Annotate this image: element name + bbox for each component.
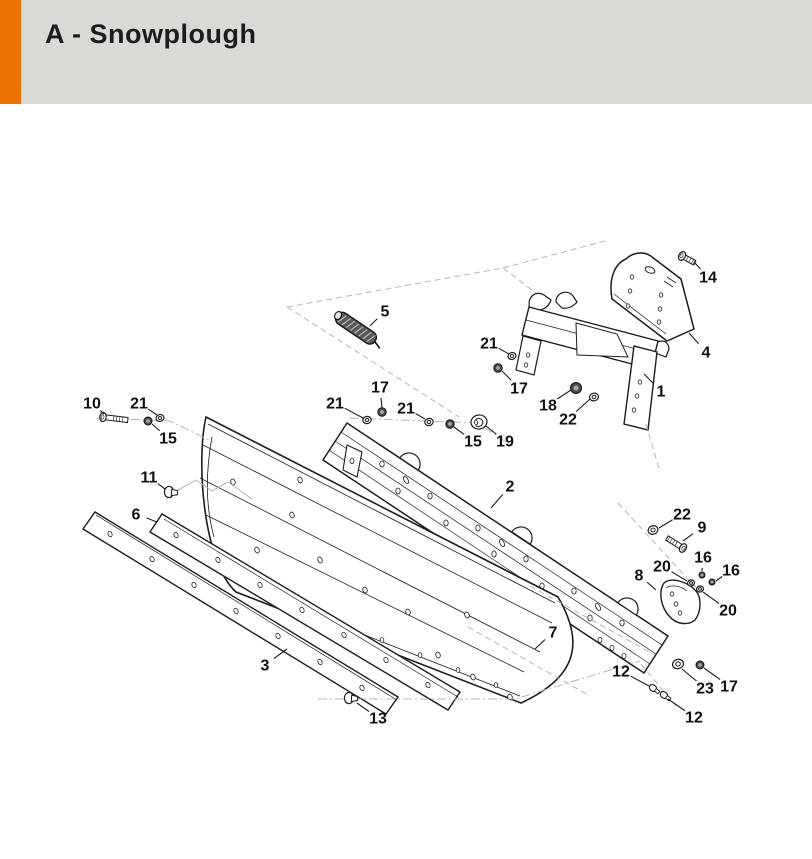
part-label-9[interactable]: 9 [697,519,707,537]
screw-12 [648,683,661,695]
washer-21 [362,415,372,424]
callout-leader-17 [704,668,720,680]
part-label-17[interactable]: 17 [720,678,738,696]
part-label-16[interactable]: 16 [694,549,712,567]
hook-tab [556,292,577,308]
callout-leader-22 [659,520,673,528]
part-label-23[interactable]: 23 [696,680,714,698]
bolt-9 [664,534,688,554]
washer-23 [671,658,684,670]
part-label-21[interactable]: 21 [130,395,148,413]
part-label-12[interactable]: 12 [612,663,630,681]
tension-spring-part-5 [332,309,386,351]
plate-outline [611,253,694,341]
callout-leader-4 [689,333,699,344]
part-label-1[interactable]: 1 [656,383,666,401]
part-label-22[interactable]: 22 [673,506,691,524]
callout-leader-22 [576,399,590,412]
nut-18 [571,383,582,394]
part-label-8[interactable]: 8 [634,567,644,585]
washer-22 [647,524,659,535]
part-label-6[interactable]: 6 [131,506,141,524]
callout-leader-23 [682,669,697,681]
guide-line [503,240,609,268]
header-band [0,0,812,104]
callout-leader-21 [416,414,425,419]
part-label-3[interactable]: 3 [260,657,270,675]
part-label-19[interactable]: 19 [496,433,514,451]
nut-16 [709,579,715,585]
mount-bracket-part-8 [661,580,700,623]
callout-leader-15 [454,427,464,434]
accent-bar [0,0,21,104]
nut-17 [378,408,386,416]
callout-leader-5 [370,319,377,326]
washer-20 [696,585,704,593]
callout-leader-17 [381,398,382,408]
callout-leader-12 [668,699,685,711]
guide-line [646,424,660,472]
part-label-21[interactable]: 21 [480,335,498,353]
support-plate-part-4 [611,253,694,341]
washer-22 [589,392,600,402]
part-label-15[interactable]: 15 [159,430,177,448]
guide-line [97,418,213,442]
part-label-4[interactable]: 4 [701,344,711,362]
nut-17 [494,364,502,372]
part-label-20[interactable]: 20 [653,558,671,576]
part-label-13[interactable]: 13 [369,710,387,728]
part-label-18[interactable]: 18 [539,397,557,415]
callout-leader-12 [631,676,649,686]
callout-leader-17 [502,371,511,380]
part-label-14[interactable]: 14 [699,269,717,287]
callout-leader-13 [357,703,369,712]
part-label-21[interactable]: 21 [326,395,344,413]
nut-17 [696,661,704,669]
callout-leader-19 [486,426,496,434]
callout-leader-14 [694,262,700,269]
callout-leader-3 [274,649,287,659]
part-label-10[interactable]: 10 [83,395,101,413]
callout-leader-20 [703,592,719,604]
callout-leader-2 [491,494,503,508]
bolt-14 [677,250,697,267]
page-title: A - Snowplough [45,19,257,49]
bolt-11 [164,486,178,498]
part-label-16[interactable]: 16 [722,562,740,580]
part-label-12[interactable]: 12 [685,709,703,727]
washer-21 [424,417,434,426]
part-label-5[interactable]: 5 [380,303,390,321]
part-label-21[interactable]: 21 [397,400,415,418]
guide-line [287,268,503,307]
callout-leader-21 [499,348,509,354]
guide-line [503,268,536,293]
part-label-17[interactable]: 17 [371,379,389,397]
part-label-11[interactable]: 11 [140,469,158,487]
nut-16 [699,572,705,578]
callout-leader-6 [146,518,157,522]
callout-leader-18 [557,390,571,399]
nut-15 [446,420,454,428]
part-label-20[interactable]: 20 [719,602,737,620]
callout-leader-9 [683,534,693,541]
part-label-17[interactable]: 17 [510,380,528,398]
part-label-22[interactable]: 22 [559,411,577,429]
callout-leader-8 [647,582,656,590]
callout-leader-21 [148,409,157,415]
part-label-2[interactable]: 2 [505,478,515,496]
part-label-7[interactable]: 7 [548,624,558,642]
nut-15 [144,417,152,425]
callout-leader-11 [158,484,165,489]
washer-21 [507,352,516,361]
callout-leader-21 [345,408,363,418]
part-label-15[interactable]: 15 [464,433,482,451]
